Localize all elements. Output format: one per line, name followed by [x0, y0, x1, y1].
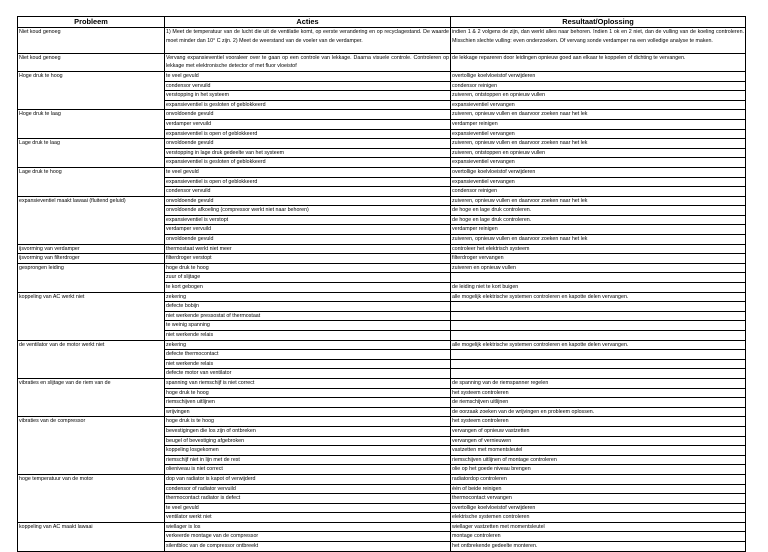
resultaat-cell: condensor reinigen — [451, 187, 746, 197]
acties-cell: niet werkende relais — [165, 331, 451, 341]
table-row — [18, 187, 746, 197]
resultaat-cell: condensor reinigen — [451, 81, 746, 91]
probleem-cell — [18, 532, 165, 542]
resultaat-cell: vastzetten met momentsleutel — [451, 446, 746, 456]
table-row — [18, 484, 746, 494]
acties-cell: expansieventiel is open of geblokkeerd — [165, 129, 451, 139]
resultaat-cell: montage controleren — [451, 532, 746, 542]
probleem-cell — [18, 81, 165, 91]
table-body — [18, 28, 746, 552]
probleem-cell — [18, 177, 165, 187]
probleem-cell — [18, 494, 165, 504]
resultaat-cell: zuiveren en opnieuw vullen — [451, 263, 746, 273]
resultaat-cell: elektrische systemen controleren — [451, 513, 746, 523]
resultaat-cell: de spanning van de riemspanner regelen — [451, 378, 746, 388]
probleem-cell — [18, 503, 165, 513]
acties-cell: silentbloc van de compressor ontbreekt — [165, 542, 451, 552]
probleem-cell: Hoge druk te hoog — [18, 71, 165, 81]
resultaat-cell: de riemschijven uitlijnen — [451, 398, 746, 408]
resultaat-cell: zuiveren, opnieuw vullen en daarvoor zoeken naar het lek — [451, 139, 746, 149]
probleem-cell: koppeling van AC werkt niet — [18, 292, 165, 302]
resultaat-cell: olie op het goede niveau brengen — [451, 465, 746, 475]
table-row — [18, 503, 746, 513]
probleem-cell — [18, 129, 165, 139]
acties-cell: te veel gevuld — [165, 167, 451, 177]
acties-cell: niet werkende pressostat of thermostaat — [165, 311, 451, 321]
resultaat-cell — [451, 350, 746, 360]
resultaat-cell: één of beide reinigen — [451, 484, 746, 494]
table-row — [18, 81, 746, 91]
table-row — [18, 407, 746, 417]
table-row — [18, 359, 746, 369]
probleem-cell — [18, 465, 165, 475]
table-row — [18, 110, 746, 120]
resultaat-cell: expansieventiel vervangen — [451, 100, 746, 110]
table-row — [18, 206, 746, 216]
resultaat-cell — [451, 302, 746, 312]
probleem-cell: hoge temperatuur van de motor — [18, 474, 165, 484]
acties-cell: onvoldoende gevuld — [165, 235, 451, 245]
table-row — [18, 369, 746, 379]
table-row — [18, 378, 746, 388]
acties-cell: onvoldoende gevuld — [165, 110, 451, 120]
table-row — [18, 158, 746, 168]
acties-cell: niet werkende relais — [165, 359, 451, 369]
probleem-cell — [18, 302, 165, 312]
resultaat-cell — [451, 369, 746, 379]
acties-cell: ventilator werkt niet — [165, 513, 451, 523]
acties-cell: verstopping in het systeem — [165, 91, 451, 101]
probleem-cell — [18, 436, 165, 446]
probleem-cell — [18, 321, 165, 331]
acties-cell: defecte bobijn — [165, 302, 451, 312]
probleem-cell — [18, 225, 165, 235]
resultaat-cell: indien 1 & 2 volgens de zijn, dan werkt alles naar behoren. Indien 1 ok en 2 niet, dan de vulling van de koeling controleren. Misschien slechte vulling: even onderzoeken. Of vervang sonde verdamper na een volledige analyse te maken. — [451, 28, 746, 54]
acties-cell: te veel gevuld — [165, 503, 451, 513]
probleem-cell: Lage druk te laag — [18, 139, 165, 149]
table-row — [18, 196, 746, 206]
table-row — [18, 532, 746, 542]
acties-cell: 1) Meet de temperatuur van de lucht die uit de ventilatie komt, op eerste verandering en op recyclagestand. De waarde moet minder dan 10° C zijn. 2) Meet de weerstand van de voeler van de verdamper. — [165, 28, 451, 54]
probleem-cell: Niet koud genoeg — [18, 28, 165, 54]
acties-cell: onvoldoende gevuld — [165, 196, 451, 206]
table-row — [18, 28, 746, 54]
acties-cell: hoge druk is te hoog — [165, 417, 451, 427]
acties-cell: defecte motor van ventilator — [165, 369, 451, 379]
table-row — [18, 436, 746, 446]
resultaat-cell: radiatordop controleren — [451, 474, 746, 484]
table-row — [18, 53, 746, 71]
table-row — [18, 263, 746, 273]
probleem-cell — [18, 206, 165, 216]
table-row — [18, 311, 746, 321]
probleem-cell — [18, 513, 165, 523]
probleem-cell: vibraties en slijtage van de riem van de — [18, 378, 165, 388]
probleem-cell — [18, 235, 165, 245]
probleem-cell: ijsvorming van filterdroger — [18, 254, 165, 264]
acties-cell: verdamper vervuild — [165, 225, 451, 235]
resultaat-cell: filterdroger vervangen — [451, 254, 746, 264]
header-resultaat: Resultaat/Oplossing — [451, 17, 746, 28]
resultaat-cell: vervangen of vernieuwen — [451, 436, 746, 446]
resultaat-cell: wiellager vastzetten met momentsleutel — [451, 522, 746, 532]
probleem-cell — [18, 311, 165, 321]
probleem-cell — [18, 484, 165, 494]
resultaat-cell: zuiveren, opnieuw vullen en daarvoor zoeken naar het lek — [451, 196, 746, 206]
acties-cell: riemschijf niet in lijn met de rest — [165, 455, 451, 465]
table-row — [18, 91, 746, 101]
header-probleem: Probleem — [18, 17, 165, 28]
acties-cell: koppeling losgekomen — [165, 446, 451, 456]
resultaat-cell: overtollige koelvloeistof verwijderen — [451, 503, 746, 513]
probleem-cell — [18, 446, 165, 456]
probleem-cell — [18, 388, 165, 398]
acties-cell: expansieventiel is open of geblokkeerd — [165, 177, 451, 187]
resultaat-cell: de leiding niet te kort buigen — [451, 283, 746, 293]
acties-cell: onvoldoende afkoeling (compressor werkt niet naar behoren) — [165, 206, 451, 216]
table-row — [18, 350, 746, 360]
acties-cell: zekering — [165, 292, 451, 302]
acties-cell: beugel of bevestiging afgebroken — [165, 436, 451, 446]
table-row — [18, 398, 746, 408]
resultaat-cell: zuiveren, ontstoppen en opnieuw vullen — [451, 91, 746, 101]
resultaat-cell: expansieventiel vervangen — [451, 177, 746, 187]
resultaat-cell: zuiveren, ontstoppen en opnieuw vullen — [451, 148, 746, 158]
acties-cell: te kort gebogen — [165, 283, 451, 293]
table-row — [18, 542, 746, 552]
resultaat-cell — [451, 331, 746, 341]
probleem-cell: gesprongen leiding — [18, 263, 165, 273]
resultaat-cell: alle mogelijk elektrische systemen controleren en kapotte delen vervangen. — [451, 292, 746, 302]
resultaat-cell — [451, 273, 746, 283]
table-row — [18, 292, 746, 302]
resultaat-cell: het systeem controleren — [451, 388, 746, 398]
acties-cell: zekering — [165, 340, 451, 350]
resultaat-cell: expansieventiel vervangen — [451, 129, 746, 139]
table-row — [18, 254, 746, 264]
probleem-cell — [18, 398, 165, 408]
acties-cell: condensor vervuild — [165, 187, 451, 197]
table-row — [18, 273, 746, 283]
acties-cell: expansieventiel is verstopt — [165, 215, 451, 225]
acties-cell: olieniveau is niet correct — [165, 465, 451, 475]
table-row — [18, 465, 746, 475]
probleem-cell — [18, 455, 165, 465]
acties-cell: bevestigingen die los zijn of ontbreken — [165, 426, 451, 436]
probleem-cell: Niet koud genoeg — [18, 53, 165, 71]
table-row — [18, 513, 746, 523]
probleem-cell — [18, 542, 165, 552]
acties-cell: condensor vervuild — [165, 81, 451, 91]
probleem-cell: ijsvorming van verdamper — [18, 244, 165, 254]
probleem-cell: Lage druk te hoog — [18, 167, 165, 177]
resultaat-cell: thermocontact vervangen — [451, 494, 746, 504]
resultaat-cell: de oorzaak zoeken van de wrijvingen en probleem oplossen. — [451, 407, 746, 417]
probleem-cell — [18, 119, 165, 129]
probleem-cell: vibraties van de compressor — [18, 417, 165, 427]
table-row — [18, 340, 746, 350]
acties-cell: expansieventiel is gesloten of geblokkeerd — [165, 100, 451, 110]
resultaat-cell: zuiveren, opnieuw vullen en daarvoor zoeken naar het lek — [451, 110, 746, 120]
resultaat-cell: expansieventiel vervangen — [451, 158, 746, 168]
table-row — [18, 321, 746, 331]
probleem-cell — [18, 273, 165, 283]
acties-cell: riemschijven uitlijnen — [165, 398, 451, 408]
table-row — [18, 215, 746, 225]
resultaat-cell: riemschijven uitlijnen of montage controleren — [451, 455, 746, 465]
resultaat-cell: vervangen of opnieuw vastzetten — [451, 426, 746, 436]
resultaat-cell: overtollige koelvloeistof verwijderen — [451, 71, 746, 81]
table-row — [18, 119, 746, 129]
table-row — [18, 129, 746, 139]
probleem-cell — [18, 148, 165, 158]
table-row — [18, 167, 746, 177]
troubleshooting-table — [17, 16, 746, 552]
resultaat-cell: het systeem controleren — [451, 417, 746, 427]
probleem-cell — [18, 158, 165, 168]
resultaat-cell: de hoge en lage druk controleren. — [451, 206, 746, 216]
table-row — [18, 455, 746, 465]
acties-cell: expansieventiel is gesloten of geblokkeerd — [165, 158, 451, 168]
table-row — [18, 522, 746, 532]
resultaat-cell: overtollige koelvloeistof verwijderen — [451, 167, 746, 177]
table-row — [18, 494, 746, 504]
probleem-cell — [18, 350, 165, 360]
resultaat-cell: het ontbrekende gedeelte monteren. — [451, 542, 746, 552]
acties-cell: verdamper vervuild — [165, 119, 451, 129]
probleem-cell: expansieventiel maakt lawaai (fluitend geluid) — [18, 196, 165, 206]
probleem-cell: Hoge druk te laag — [18, 110, 165, 120]
table-row — [18, 446, 746, 456]
resultaat-cell — [451, 359, 746, 369]
probleem-cell — [18, 187, 165, 197]
resultaat-cell: controleer het elektrisch systeem — [451, 244, 746, 254]
resultaat-cell — [451, 321, 746, 331]
table-row — [18, 417, 746, 427]
resultaat-cell — [451, 311, 746, 321]
acties-cell: Vervang expansieventiel vooraleer over te gaan op een controle van lekkage. Daarna visuele controle. Controleren op lekkage met elektronische detector of met fluor vloeistof — [165, 53, 451, 71]
acties-cell: te weinig spanning — [165, 321, 451, 331]
probleem-cell — [18, 91, 165, 101]
table-row — [18, 244, 746, 254]
acties-cell: hoge druk te hoog — [165, 388, 451, 398]
acties-cell: thermocontact radiator is defect — [165, 494, 451, 504]
troubleshooting-sheet — [17, 16, 745, 552]
acties-cell: spanning van riemschijf is niet correct — [165, 378, 451, 388]
probleem-cell: koppeling van AC maakt lawaai — [18, 522, 165, 532]
acties-cell: dop van radiator is kapot of verwijderd — [165, 474, 451, 484]
table-row — [18, 283, 746, 293]
resultaat-cell: de lekkage repareren door leidingen opnieuw goed aan elkaar te koppelen of dichting te vervangen. — [451, 53, 746, 71]
table-row — [18, 71, 746, 81]
acties-cell: defecte thermocontact — [165, 350, 451, 360]
table-row — [18, 235, 746, 245]
table-row — [18, 225, 746, 235]
acties-cell: onvoldoende gevuld — [165, 139, 451, 149]
probleem-cell — [18, 100, 165, 110]
table-row — [18, 302, 746, 312]
table-row — [18, 331, 746, 341]
resultaat-cell: zuiveren, opnieuw vullen en daarvoor zoeken naar het lek — [451, 235, 746, 245]
acties-cell: wrijvingen — [165, 407, 451, 417]
resultaat-cell: verdamper reinigen — [451, 225, 746, 235]
probleem-cell — [18, 369, 165, 379]
probleem-cell: de ventilator van de motor werkt niet — [18, 340, 165, 350]
acties-cell: condensor of radiator vervuild — [165, 484, 451, 494]
table-row — [18, 100, 746, 110]
probleem-cell — [18, 283, 165, 293]
table-row — [18, 426, 746, 436]
header-row — [18, 17, 746, 28]
table-row — [18, 388, 746, 398]
acties-cell: wiellager is los — [165, 522, 451, 532]
probleem-cell — [18, 331, 165, 341]
header-acties: Acties — [165, 17, 451, 28]
resultaat-cell: alle mogelijk elektrische systemen controleren en kapotte delen vervangen. — [451, 340, 746, 350]
probleem-cell — [18, 426, 165, 436]
acties-cell: filterdroger verstopt — [165, 254, 451, 264]
table-row — [18, 148, 746, 158]
acties-cell: hoge druk te hoog — [165, 263, 451, 273]
probleem-cell — [18, 359, 165, 369]
table-row — [18, 139, 746, 149]
acties-cell: te veel gevuld — [165, 71, 451, 81]
resultaat-cell: de hoge en lage druk controleren. — [451, 215, 746, 225]
acties-cell: verstopping in lage druk gedeelte van het systeem — [165, 148, 451, 158]
acties-cell: zuur of slijtage — [165, 273, 451, 283]
table-row — [18, 474, 746, 484]
probleem-cell — [18, 215, 165, 225]
resultaat-cell: verdamper reinigen — [451, 119, 746, 129]
acties-cell: thermostaat werkt niet meer — [165, 244, 451, 254]
acties-cell: verkeerde montage van de compressor — [165, 532, 451, 542]
table-row — [18, 177, 746, 187]
probleem-cell — [18, 407, 165, 417]
